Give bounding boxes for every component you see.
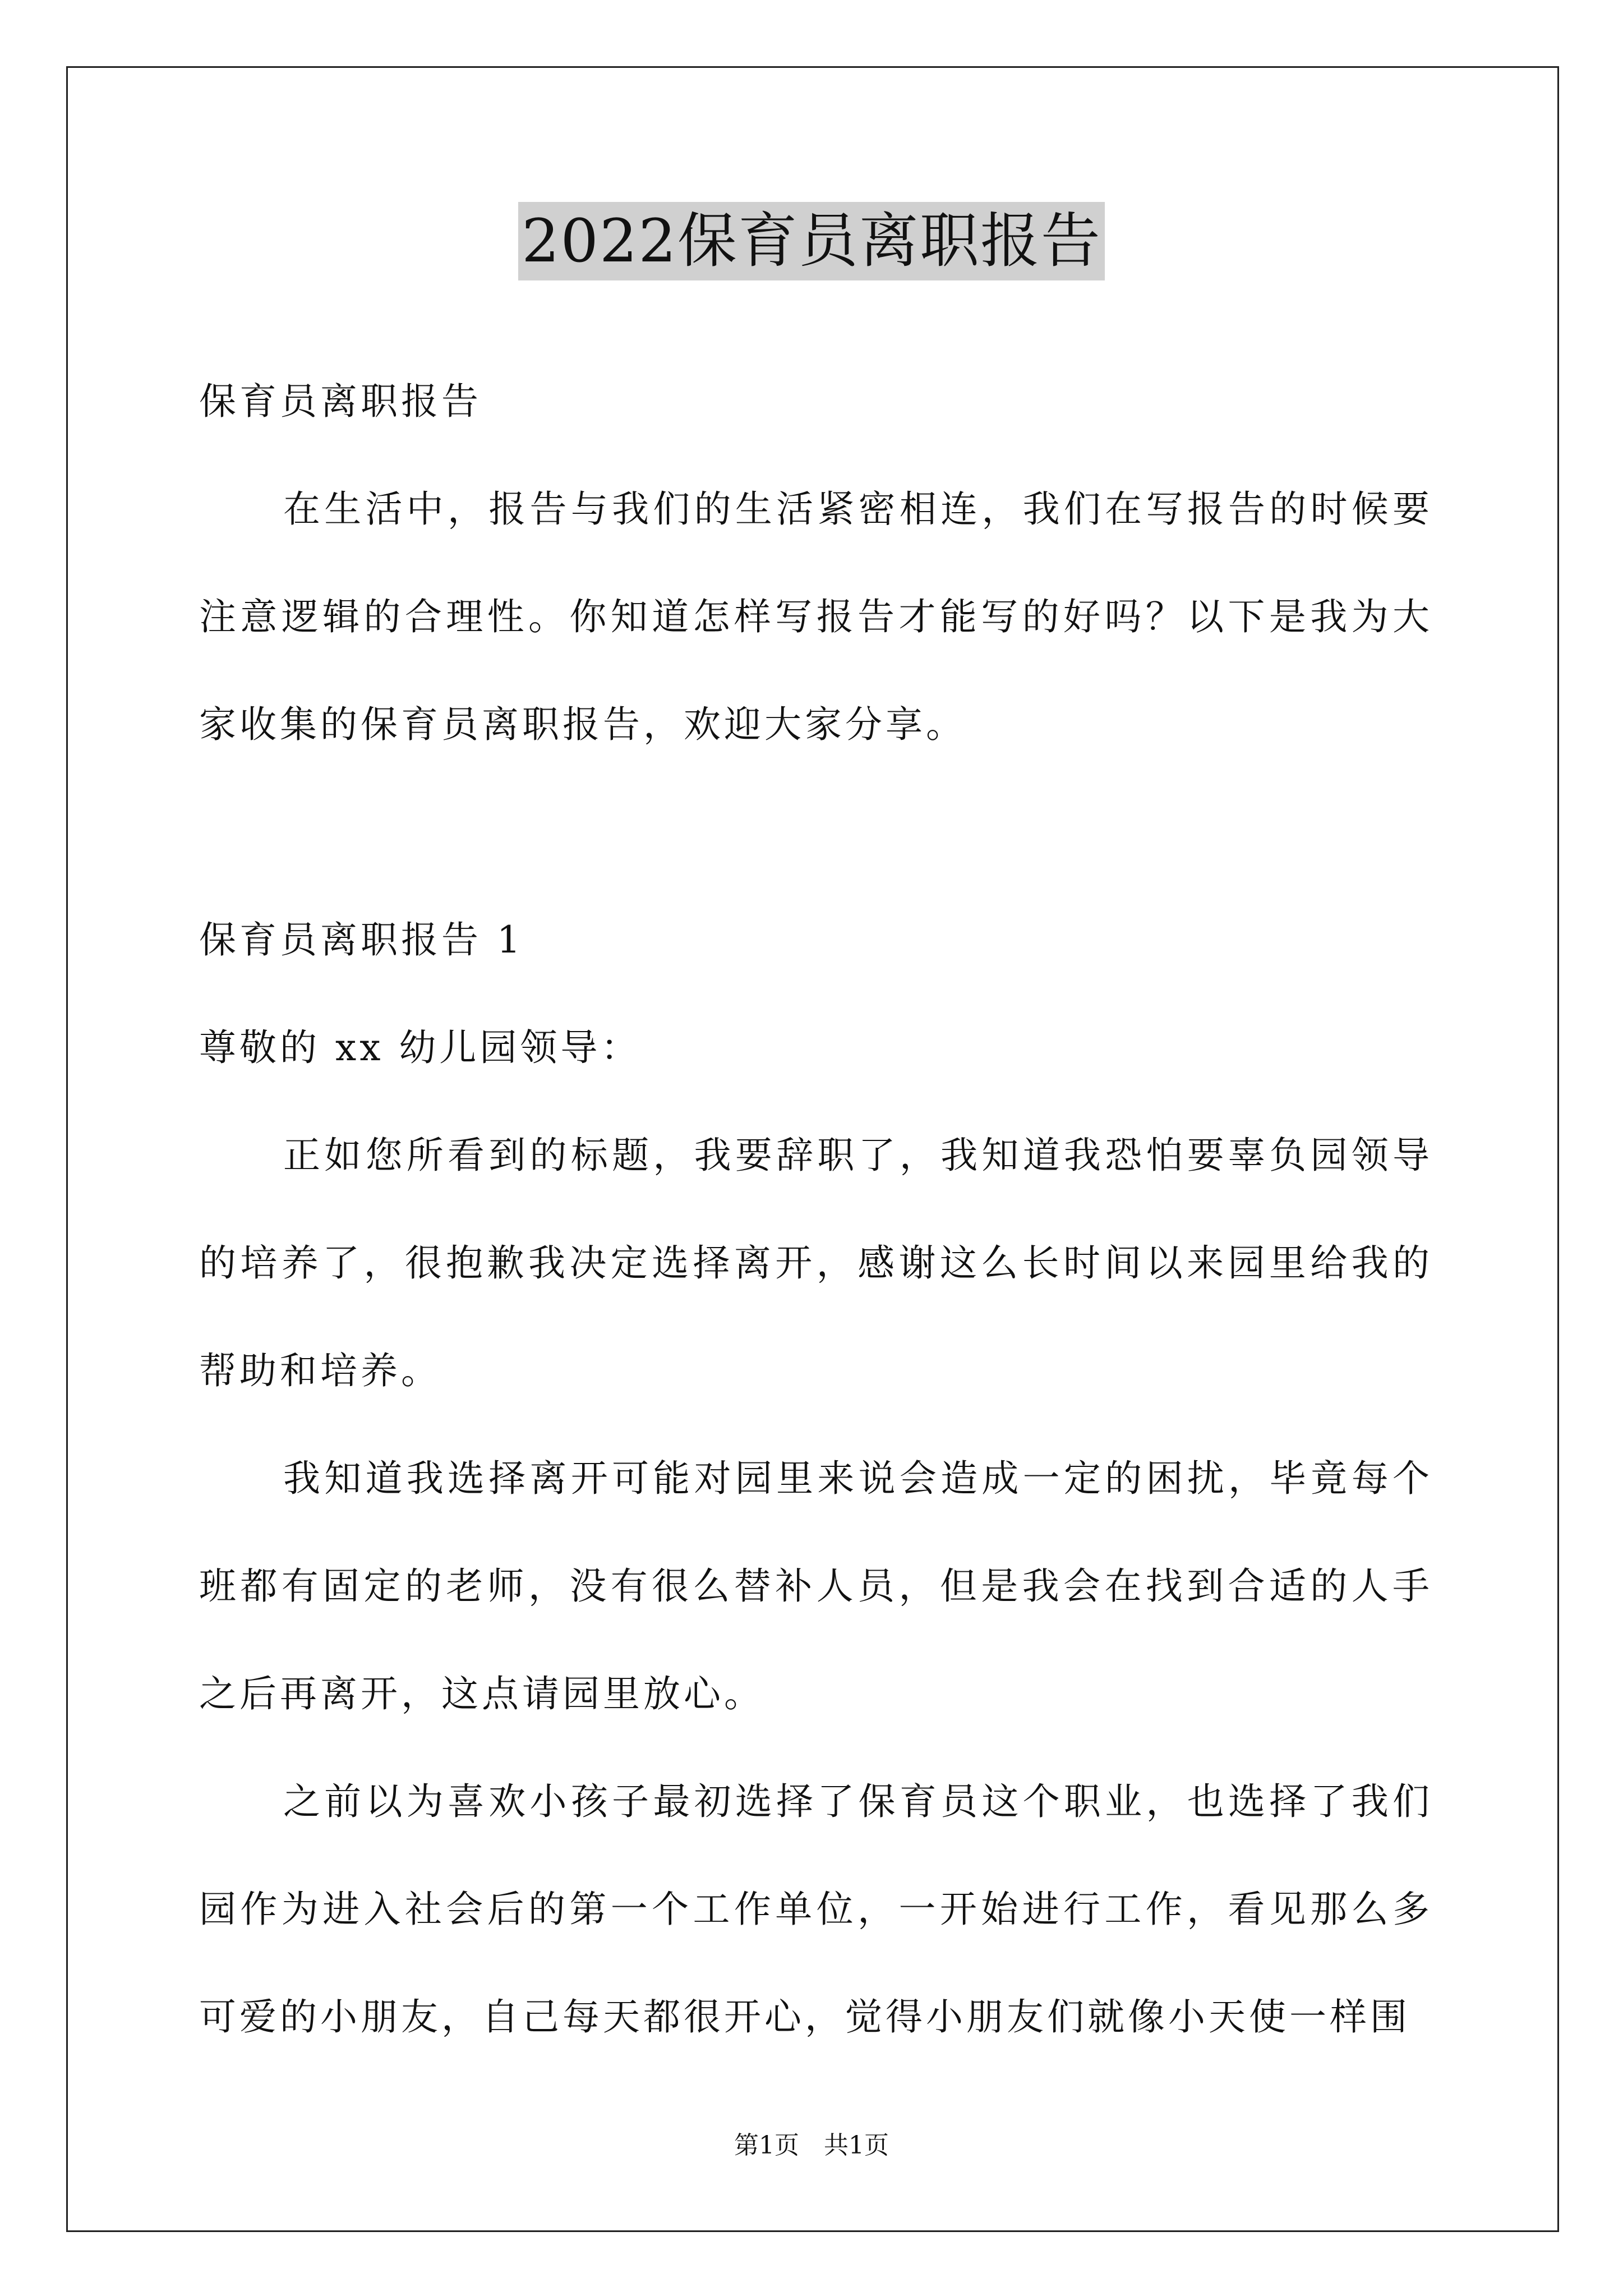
section-heading: 保育员离职报告 1 [199, 918, 524, 961]
salutation: 尊敬的 xx 幼儿园领导： [199, 1026, 642, 1069]
page-footer: 第1页 共1页 [734, 2131, 889, 2160]
document-body [199, 348, 1433, 2071]
body-paragraph: 正如您所看到的标题，我要辞职了，我知道我恐怕要辜负园领导的培养了，很抱歉我决定选择离开，感谢这么长时间以来园里给我的帮助和培养。 [199, 1134, 1433, 1392]
title-container [0, 202, 1623, 280]
body-paragraph: 之前以为喜欢小孩子最初选择了保育员这个职业，也选择了我们园作为进入社会后的第一个工作单位，一开始进行工作，看见那么多可爱的小朋友，自己每天都很开心，觉得小朋友们就像小天使一样围 [199, 1780, 1433, 2039]
blank-line [199, 779, 1433, 886]
document-title: 2022保育员离职报告 [518, 202, 1105, 280]
body-paragraph: 我知道我选择离开可能对园里来说会造成一定的困扰，毕竟每个班都有固定的老师，没有很么替补人员，但是我会在找到合适的人手之后再离开，这点请园里放心。 [199, 1457, 1433, 1715]
intro-paragraph: 在生活中，报告与我们的生活紧密相连，我们在写报告的时候要注意逻辑的合理性。你知道怎样写报告才能写的好吗？以下是我为大家收集的保育员离职报告，欢迎大家分享。 [199, 487, 1433, 746]
subtitle: 保育员离职报告 [199, 380, 482, 423]
